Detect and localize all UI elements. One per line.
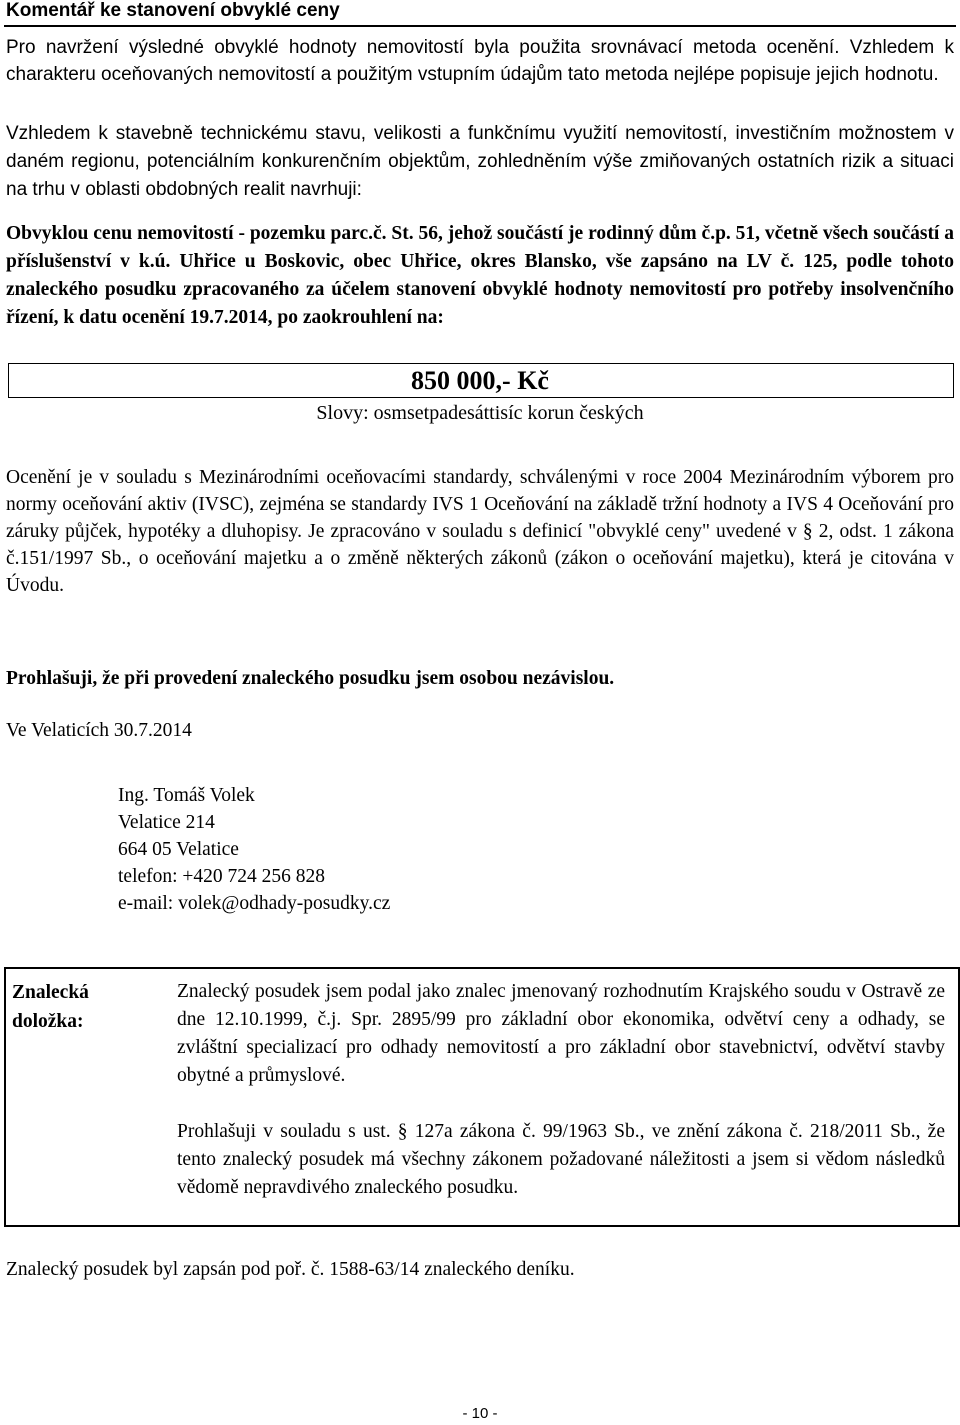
diary-record-note: Znalecký posudek byl zapsán pod poř. č. 1588-63/14 znaleckého deníku. [6,1259,575,1280]
expert-clause-paragraph-1: Znalecký posudek jsem podal jako znalec jmenovaný rozhodnutím Krajského soudu v Ostravě ze dne 12.10.1999, č.j. Spr. 2895/99 pro základní obor ekonomika, odvětví ceny a odhady, se zvláštní specializací pro odhady nemovitostí a pro základní obor stavebnictví, odvětví stavby obytné a průmyslové. [177,981,945,1086]
independence-declaration: Prohlašuji, že při provedení znaleckého posudku jsem osobou nezávislou. [6,668,615,689]
ivs-standards-paragraph: Ocenění je v souladu s Mezinárodními oceňovacími standardy, schválenými v roce 2004 Mezinárodním výborem pro normy oceňování aktiv (IVSC), zejména se standardy IVS 1 Oceňování na základě tržní hodnoty a IVS 4 Oceňování pro záruky půjček, hypotéky a dluhopisy. Je zpracováno v souladu s definicí "obvyklé ceny" uvedené v § 2, odst. 1 zákona č.151/1997 Sb., o oceňování majetku a o změně některých zákonů (zákon o oceňování majetku), která je citována v Úvodu. [6,467,954,596]
expert-clause-label-line2: doložka: [12,1011,84,1032]
expert-clause-paragraph-2: Prohlašuji v souladu s ust. § 127a zákona č. 99/1963 Sb., ve znění zákona č. 218/2011 Sb., že tento znalecký posudek má všechny zákonem požadované náležitosti a jsem si vědom následků vědomě nepravdivého znaleckého posudku. [177,1121,945,1198]
expert-phone: telefon: +420 724 256 828 [118,866,326,887]
section-heading: Komentář ke stanovení obvyklé ceny [6,0,340,21]
expert-clause-label [12,978,122,1036]
expert-street: Velatice 214 [118,812,215,833]
signature-block [118,782,390,917]
heading-underline [4,25,956,27]
place-and-date: Ve Velaticích 30.7.2014 [6,720,192,741]
expert-clause-label-line1: Znalecká [12,982,89,1003]
expert-name: Ing. Tomáš Volek [118,785,255,806]
expert-email: e-mail: volek@odhady-posudky.cz [118,893,391,914]
price-in-words: Slovy: osmsetpadesáttisíc korun českých [316,402,644,424]
intro-paragraph: Pro navržení výsledné obvyklé hodnoty nemovitostí byla použita srovnávací metoda ocenění. Vzhledem k charakteru oceňovaných nemovitostí a použitým vstupním údajům tato metoda nejlépe popisuje jejich hodnotu. [6,37,954,85]
page-number: - 10 - [462,1405,498,1422]
assessment-paragraph: Vzhledem k stavebně technickému stavu, velikosti a funkčnímu využití nemovitostí, investičním možnostem v daném regionu, potenciálním konkurenčním objektům, zohledněním výše zmiňovaných ostatních rizik a situaci na trhu v oblasti obdobných realit navrhuji: [6,123,954,200]
expert-city: 664 05 Velatice [118,839,239,860]
price-proposal-paragraph: Obvyklou cenu nemovitostí - pozemku parc.č. St. 56, jehož součástí je rodinný dům č.p. 51, včetně všech součástí a příslušenství v k.ú. Uhřice u Boskovic, obec Uhřice, okres Blansko, vše zapsáno na LV č. 125, podle tohoto znaleckého posudku zpracovaného za účelem stanovení obvyklé hodnoty nemovitostí pro potřeby insolvenčního řízení, k datu ocenění 19.7.2014, po zaokrouhlení na: [6,223,954,328]
price-value: 850 000,- Kč [411,366,549,395]
